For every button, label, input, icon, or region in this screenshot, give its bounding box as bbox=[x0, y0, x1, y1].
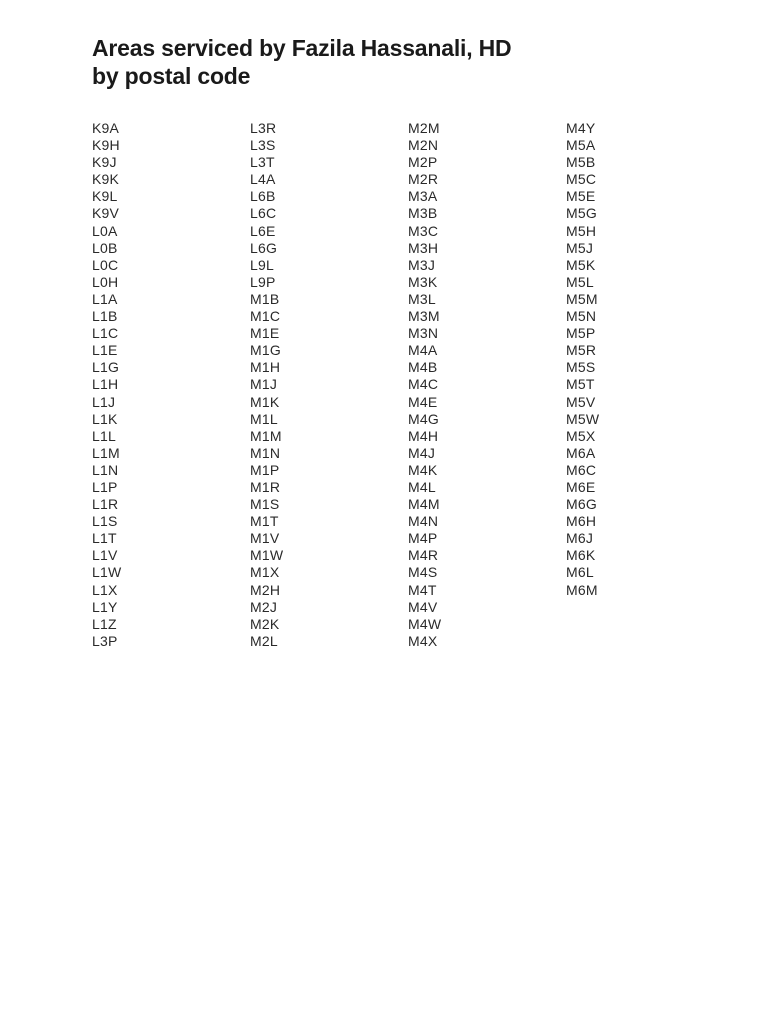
postal-code: K9J bbox=[92, 154, 117, 171]
postal-code: M1V bbox=[250, 530, 280, 547]
postal-code: M4K bbox=[408, 461, 438, 478]
postal-code: M3A bbox=[408, 188, 438, 205]
postal-code: M3J bbox=[408, 256, 436, 273]
postal-code: L1Z bbox=[92, 615, 117, 632]
postal-code: M5S bbox=[566, 359, 596, 376]
postal-code: M2K bbox=[250, 615, 280, 632]
postal-code: M6H bbox=[566, 513, 597, 530]
postal-code: M4S bbox=[408, 564, 438, 581]
postal-code: L1A bbox=[92, 290, 118, 307]
postal-code: L1M bbox=[92, 444, 120, 461]
postal-code: M3H bbox=[408, 239, 439, 256]
postal-code: M1E bbox=[250, 325, 280, 342]
postal-code: M5B bbox=[566, 154, 596, 171]
postal-code: M3N bbox=[408, 325, 439, 342]
postal-code: M5M bbox=[566, 290, 598, 307]
postal-code: L1S bbox=[92, 513, 118, 530]
postal-code: M6A bbox=[566, 444, 596, 461]
postal-code: K9V bbox=[92, 205, 120, 222]
postal-code: M4B bbox=[408, 359, 438, 376]
postal-code: M1M bbox=[250, 427, 282, 444]
postal-code: M2P bbox=[408, 154, 438, 171]
postal-code: M4C bbox=[408, 376, 439, 393]
postal-code: M5H bbox=[566, 222, 597, 239]
page-title bbox=[92, 34, 732, 90]
postal-code: M1T bbox=[250, 513, 279, 530]
postal-code: M4A bbox=[408, 342, 438, 359]
postal-code: M6K bbox=[566, 547, 596, 564]
postal-code: M4E bbox=[408, 393, 438, 410]
postal-code: L3T bbox=[250, 154, 275, 171]
postal-code: L1H bbox=[92, 376, 119, 393]
postal-code: M4W bbox=[408, 615, 442, 632]
postal-code: M2M bbox=[408, 120, 440, 136]
postal-code: M1J bbox=[250, 376, 278, 393]
postal-code: L1N bbox=[92, 461, 119, 478]
postal-code: M3B bbox=[408, 205, 438, 222]
postal-code: M3L bbox=[408, 290, 436, 307]
postal-code: K9A bbox=[92, 120, 120, 136]
postal-code: L3S bbox=[250, 137, 276, 154]
postal-code: M5V bbox=[566, 393, 596, 410]
postal-code-column-2 bbox=[250, 120, 400, 650]
postal-code: L1G bbox=[92, 359, 120, 376]
postal-code: L3R bbox=[250, 120, 277, 136]
postal-code: M1H bbox=[250, 359, 281, 376]
postal-code: M5G bbox=[566, 205, 597, 222]
postal-code: M6C bbox=[566, 461, 597, 478]
postal-code: M1C bbox=[250, 308, 281, 325]
postal-code: L1Y bbox=[92, 598, 118, 615]
document-page bbox=[92, 34, 732, 649]
postal-code: L1X bbox=[92, 581, 118, 598]
postal-code: M5J bbox=[566, 239, 594, 256]
postal-code: L1W bbox=[92, 564, 122, 581]
postal-code: M6E bbox=[566, 478, 596, 495]
postal-code: L1K bbox=[92, 410, 118, 427]
postal-code: M1X bbox=[250, 564, 280, 581]
postal-code: L1L bbox=[92, 427, 116, 444]
postal-code: M4H bbox=[408, 427, 439, 444]
postal-code: L6E bbox=[250, 222, 276, 239]
postal-code: M5E bbox=[566, 188, 596, 205]
postal-code: M6L bbox=[566, 564, 594, 581]
postal-code: M5P bbox=[566, 325, 596, 342]
postal-code: M2L bbox=[250, 632, 278, 649]
postal-code: L0B bbox=[92, 239, 118, 256]
postal-code: L1E bbox=[92, 342, 118, 359]
postal-code: M2N bbox=[408, 137, 439, 154]
postal-code: M4J bbox=[408, 444, 436, 461]
postal-code: L1C bbox=[92, 325, 119, 342]
postal-code: M5X bbox=[566, 427, 596, 444]
postal-code: L1J bbox=[92, 393, 116, 410]
postal-code: M5R bbox=[566, 342, 597, 359]
postal-code: M1R bbox=[250, 478, 281, 495]
postal-code: M4V bbox=[408, 598, 438, 615]
postal-code: L1B bbox=[92, 308, 118, 325]
postal-code: K9K bbox=[92, 171, 120, 188]
postal-code: L6G bbox=[250, 239, 278, 256]
postal-code: M5C bbox=[566, 171, 597, 188]
postal-code: M1L bbox=[250, 410, 278, 427]
postal-code-column-4 bbox=[566, 120, 716, 599]
postal-code: L1R bbox=[92, 496, 119, 513]
postal-code: M4G bbox=[408, 410, 439, 427]
page-title-line-1: Areas serviced by Fazila Hassanali, HD bbox=[92, 35, 512, 61]
postal-code: M1K bbox=[250, 393, 280, 410]
postal-code: M3C bbox=[408, 222, 439, 239]
postal-code: L1V bbox=[92, 547, 118, 564]
postal-code: M1N bbox=[250, 444, 281, 461]
postal-code: M4N bbox=[408, 513, 439, 530]
postal-code: M5N bbox=[566, 308, 597, 325]
postal-code: M6J bbox=[566, 530, 594, 547]
postal-code: L0A bbox=[92, 222, 118, 239]
postal-code: M5W bbox=[566, 410, 600, 427]
postal-code: M2J bbox=[250, 598, 278, 615]
postal-code: L4A bbox=[250, 171, 276, 188]
postal-code-column-3 bbox=[408, 120, 558, 650]
postal-code: M4X bbox=[408, 632, 438, 649]
postal-code: M2H bbox=[250, 581, 281, 598]
postal-code: L6B bbox=[250, 188, 276, 205]
postal-code: M4R bbox=[408, 547, 439, 564]
postal-code: M1P bbox=[250, 461, 280, 478]
postal-code: L3P bbox=[92, 632, 118, 649]
postal-code-column-1 bbox=[92, 120, 242, 650]
postal-code: K9H bbox=[92, 137, 120, 154]
postal-code: M1G bbox=[250, 342, 281, 359]
postal-code: M5T bbox=[566, 376, 595, 393]
postal-code: M4Y bbox=[566, 120, 596, 136]
postal-code: L9P bbox=[250, 273, 276, 290]
postal-code: M1W bbox=[250, 547, 284, 564]
postal-code: M4L bbox=[408, 478, 436, 495]
postal-code: M4T bbox=[408, 581, 437, 598]
postal-code: L1P bbox=[92, 478, 118, 495]
postal-code: M3K bbox=[408, 273, 438, 290]
postal-code: M4M bbox=[408, 496, 440, 513]
postal-code: M2R bbox=[408, 171, 439, 188]
postal-code: L1T bbox=[92, 530, 117, 547]
postal-code: M3M bbox=[408, 308, 440, 325]
postal-code: M6M bbox=[566, 581, 598, 598]
postal-code: L6C bbox=[250, 205, 277, 222]
postal-code: L0H bbox=[92, 273, 119, 290]
postal-code: L9L bbox=[250, 256, 274, 273]
page-title-line-2: by postal code bbox=[92, 63, 251, 89]
postal-code: M1B bbox=[250, 290, 280, 307]
postal-code: M5K bbox=[566, 256, 596, 273]
postal-code: M4P bbox=[408, 530, 438, 547]
postal-code: M5L bbox=[566, 273, 594, 290]
postal-code: M5A bbox=[566, 137, 596, 154]
postal-code: M6G bbox=[566, 496, 597, 513]
postal-code: L0C bbox=[92, 256, 119, 273]
postal-code: M1S bbox=[250, 496, 280, 513]
postal-code: K9L bbox=[92, 188, 118, 205]
